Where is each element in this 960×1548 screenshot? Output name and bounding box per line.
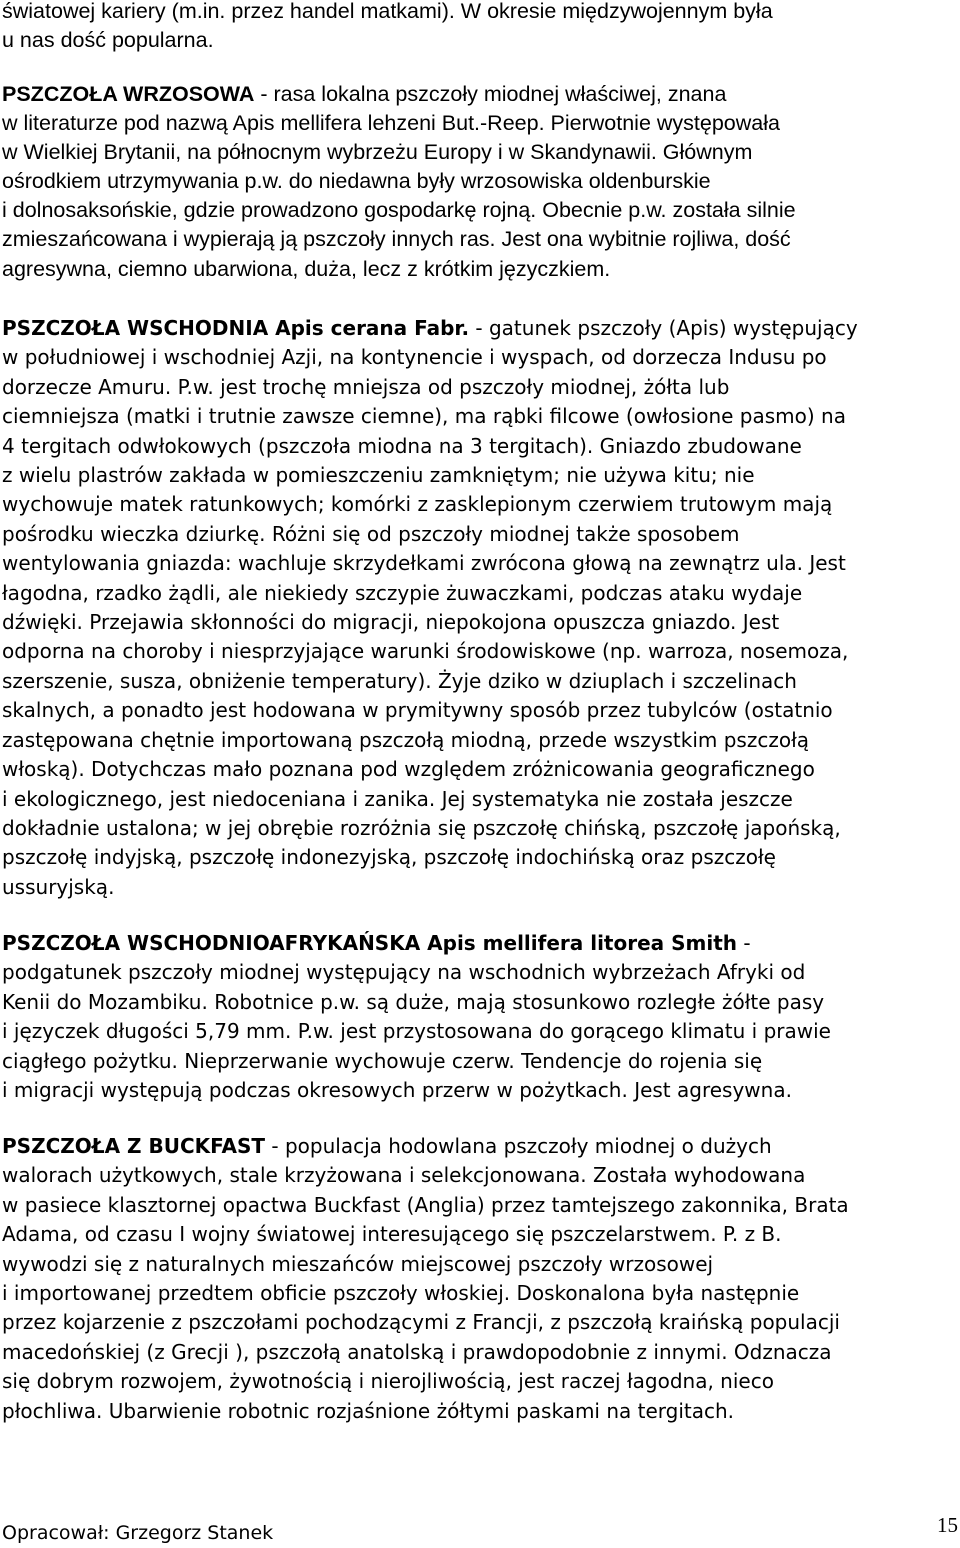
footer-author: Opracował: Grzegorz Stanek [2, 1522, 274, 1544]
wschodnia-paragraph [2, 314, 958, 902]
wrzosowa-text: - rasa lokalna pszczoły miodnej właściwej, znana w literaturze pod nazwą Apis mellifera lehzeni But.-Reep. Pierwotnie występowała w Wielkiej Brytanii, na północnym wybrzeżu Europy i w Skandynawii. Głównym ośrodkiem utrzymywania p.w. do niedawna były wrzosowiska oldenburskie i dolnosaksońskie, gdzie prowadzono gospodarkę rojną. Obecnie p.w. została silnie zmieszańcowana i wypierają ją pszczoły innych ras. Jest ona wybitnie rojliwa, dość agresywna, ciemno ubarwiona, duża, lecz z krótkim języczkiem. [2, 82, 796, 281]
wschodnioafrykanska-title: PSZCZOŁA WSCHODNIOAFRYKAŃSKA Apis mellifera litorea Smith [2, 931, 738, 955]
buckfast-paragraph [2, 1132, 958, 1426]
wrzosowa-title: PSZCZOŁA WRZOSOWA [2, 82, 255, 106]
wrzosowa-paragraph [2, 80, 958, 284]
page-number: 15 [937, 1513, 958, 1537]
wschodnioafrykanska-paragraph [2, 929, 958, 1105]
wschodnioafrykanska-text: - podgatunek pszczoły miodnej występujący na wschodnich wybrzeżach Afryki od Kenii do Mozambiku. Robotnice p.w. są duże, mają stosunkowo rozległe żółte pasy i języczek długości 5,79 mm. P.w. jest przystosowana do gorącego klimatu i prawie ciągłego pożytku. Nieprzerwanie wychowuje czerw. Tendencje do rojenia się i migracji występują podczas okresowych przerw w pożytkach. Jest agresywna. [2, 931, 831, 1103]
buckfast-title: PSZCZOŁA Z BUCKFAST [2, 1134, 266, 1158]
buckfast-text: - populacja hodowlana pszczoły miodnej o dużych walorach użytkowych, stale krzyżowana i selekcjonowana. Została wyhodowana w pasiece klasztornej opactwa Buckfast (Anglia) przez tamtejszego zakonnika, Brata Adama, od czasu I wojny światowej interesującego się pszczelarstwem. P. z B. wywodzi się z naturalnych mieszańców miejscowej pszczoły wrzosowej i importowanej przedtem obficie pszczoły włoskiej. Doskonalona była następnie przez kojarzenie z pszczołami pochodzącymi z Francji, z pszczołą kraińską populacji macedońskiej (z Grecji ), pszczołą anatolską i prawdopodobnie z innymi. Odznacza się dobrym rozwojem, żywotnością i nierojliwością, jest raczej łagodna, nieco płochliwa. Ubarwienie robotnic rozjaśnione żółtymi paskami na tergitach. [2, 1134, 849, 1423]
intro-paragraph [2, 0, 958, 55]
wschodnia-text: - gatunek pszczoły (Apis) występujący w południowej i wschodniej Azji, na kontynencie i wyspach, od dorzecza Indusu po dorzecze Amuru. P.w. jest trochę mniejsza od pszczoły miodnej, żółta lub ciemniejsza (matki i trutnie zawsze ciemne), ma rąbki filcowe (owłosione pasmo) na 4 tergitach odwłokowych (pszczoła miodna na 3 tergitach). Gniazdo zbudowane z wielu plastrów zakłada w pomieszczeniu zamkniętym; nie używa kitu; nie wychowuje matek ratunkowych; komórki z zasklepionym czerwiem trutowym mają pośrodku wieczka dziurkę. Różni się od pszczoły miodnej także sposobem wentylowania gniazda: wachluje skrzydełkami zwrócona głową na zewnątrz ula. Jest łagodna, rzadko żądli, ale niekiedy szczypie żuwaczkami, podczas ataku wydaje dźwięki. Przejawia skłonności do migracji, niepokojona opuszcza gniazdo. Jest odporna na choroby i niesprzyjające warunki środowiskowe (np. warroza, nosemoza, szerszenie, susza, obniżenie temperatury). Żyje dziko w dziuplach i szczelinach skalnych, a ponadto jest hodowana w prymitywny sposób przez tubylców (ostatnio zastępowana chętnie importowaną pszczołą miodną, przede wszystkim pszczołą włoską). Dotychczas mało poznana pod względem zróżnicowania geograficznego i ekologicznego, jest niedoceniana i zanika. Jej systematyka nie została jeszcze dokładnie ustalona; w jej obrębie rozróżnia się pszczołę chińską, pszczołę japońską, pszczołę indyjską, pszczołę indonezyjską, pszczołę indochińską oraz pszczołę ussuryjską. [2, 316, 858, 899]
wschodnia-title: PSZCZOŁA WSCHODNIA Apis cerana Fabr. [2, 316, 470, 340]
intro-text: światowej kariery (m.in. przez handel matkami). W okresie międzywojennym była u nas dość popularna. [2, 0, 773, 53]
